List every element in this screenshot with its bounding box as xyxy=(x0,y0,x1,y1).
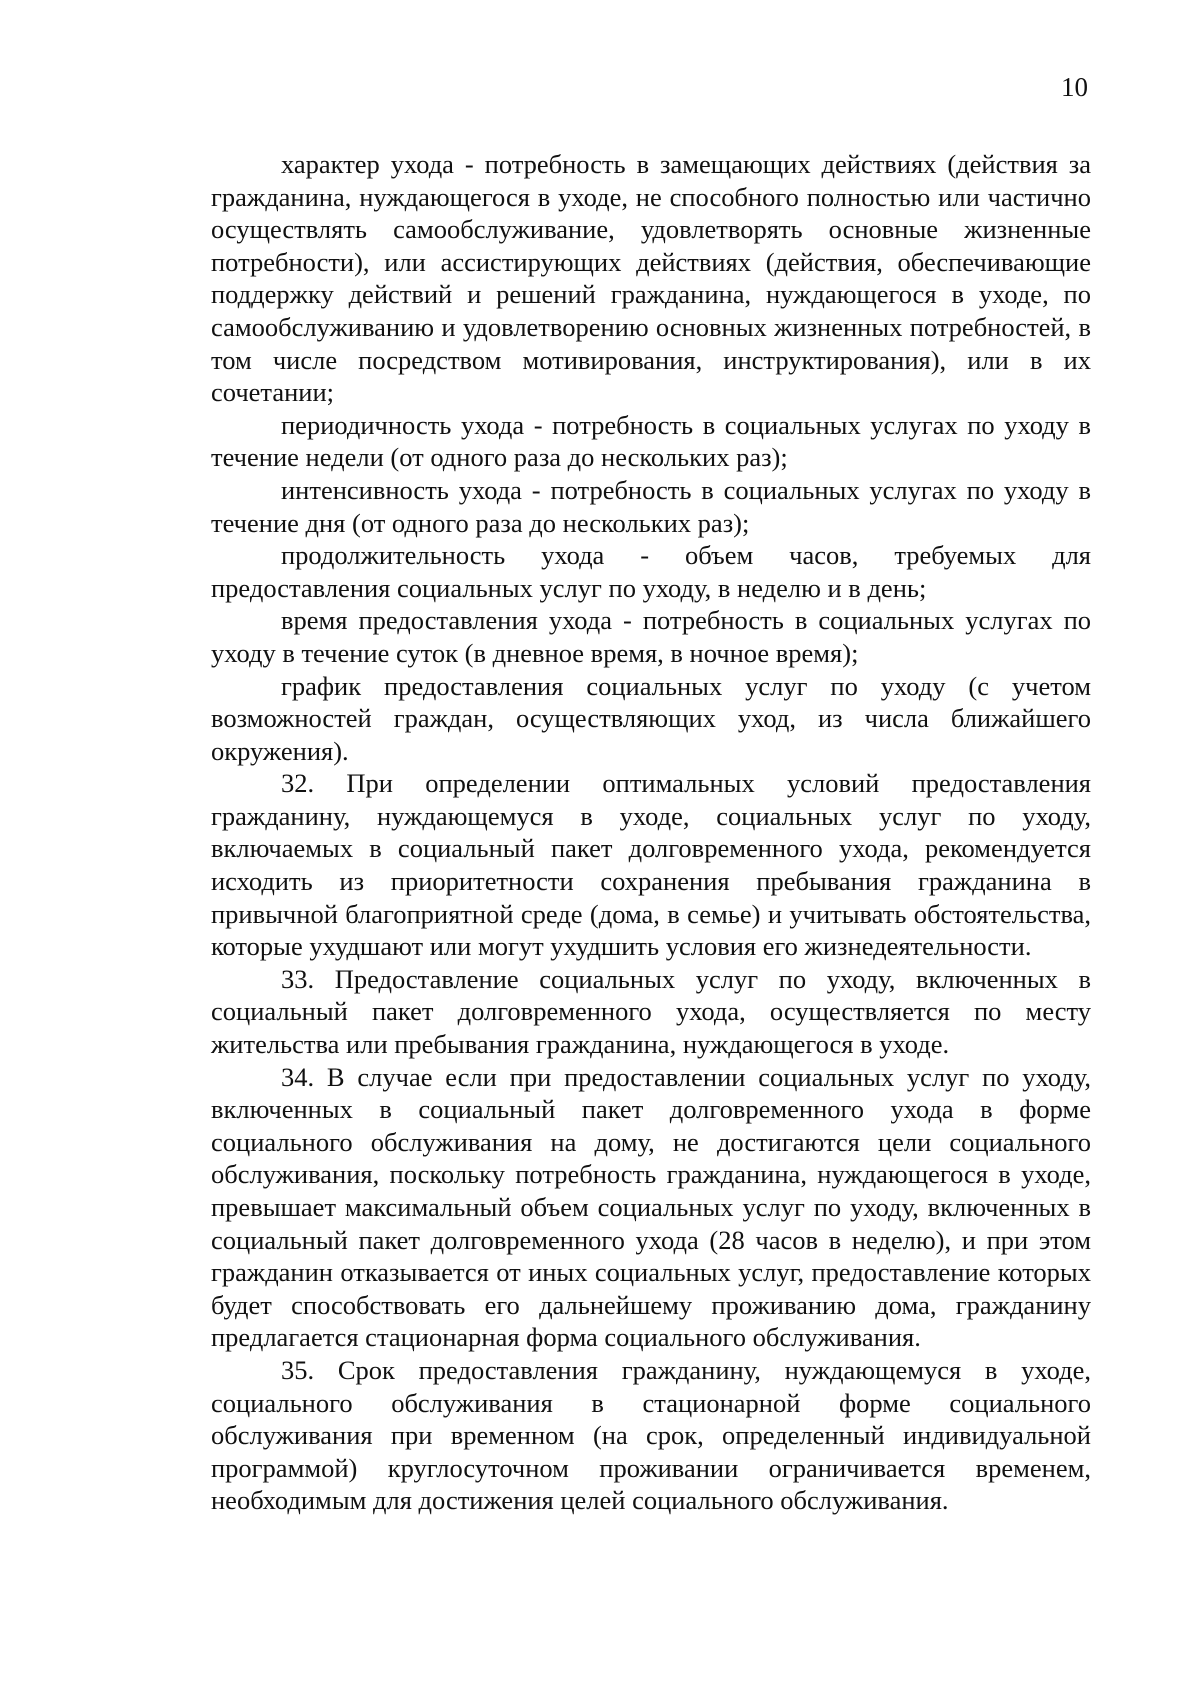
paragraph-item-33: 33. Предоставление социальных услуг по уходу, включенных в социальный пакет долговременного ухода, осуществляется по месту жительства или пребывания гражданина, нуждающегося в уходе. xyxy=(211,963,1091,1060)
paragraph-care-periodicity: периодичность ухода - потребность в социальных услугах по уходу в течение недели (от одного раза до нескольких раз); xyxy=(211,409,1091,473)
paragraph-item-35: 35. Срок предоставления гражданину, нуждающемуся в уходе, социального обслуживания в стационарной форме социального обслуживания при временном (на срок, определенный индивидуальной программой) круглосуточном проживании ограничивается временем, необходимым для достижения целей социального обслуживания. xyxy=(211,1354,1091,1516)
paragraph-item-34: 34. В случае если при предоставлении социальных услуг по уходу, включенных в социальный пакет долговременного ухода в форме социального обслуживания на дому, не достигаются цели социального обслуживания, поскольку потребность гражданина, нуждающегося в уходе, превышает максимальный объем социальных услуг по уходу, включенных в социальный пакет долговременного ухода (28 часов в неделю), и при этом гражданин отказывается от иных социальных услуг, предоставление которых будет способствовать его дальнейшему проживанию дома, гражданину предлагается стационарная форма социального обслуживания. xyxy=(211,1061,1091,1353)
paragraph-care-time: время предоставления ухода - потребность в социальных услугах по уходу в течение суток (в дневное время, в ночное время); xyxy=(211,605,1091,668)
paragraph-care-duration: продолжительность ухода - объем часов, требуемых для предоставления социальных услуг по уходу, в неделю и в день; xyxy=(211,540,1091,603)
page-number: 10 xyxy=(1061,72,1088,102)
paragraph-care-schedule: график предоставления социальных услуг по уходу (с учетом возможностей граждан, осуществляющих уход, из числа ближайшего окружения). xyxy=(211,670,1091,766)
paragraph-care-character: характер ухода - потребность в замещающих действиях (действия за гражданина, нуждающегося в уходе, не способного полностью или частично осуществлять самообслуживание, удовлетворять основные жизненные потребности), или ассистирующих действиях (действия, обеспечивающие поддержку действий и решений гражданина, нуждающегося в уходе, по самообслуживанию и удовлетворению основных жизненных потребностей, в том числе посредством мотивирования, инструктирования), или в их сочетании; xyxy=(211,149,1091,408)
paragraph-item-32: 32. При определении оптимальных условий предоставления гражданину, нуждающемуся в уходе, социальных услуг по уходу, включаемых в социальный пакет долговременного ухода, рекомендуется исходить из приоритетности сохранения пребывания гражданина в привычной благоприятной среде (дома, в семье) и учитывать обстоятельства, которые ухудшают или могут ухудшить условия его жизнедеятельности. xyxy=(211,768,1091,962)
document-body xyxy=(211,148,1091,1517)
paragraph-care-intensity: интенсивность ухода - потребность в социальных услугах по уходу в течение дня (от одного раза до нескольких раз); xyxy=(211,474,1091,538)
